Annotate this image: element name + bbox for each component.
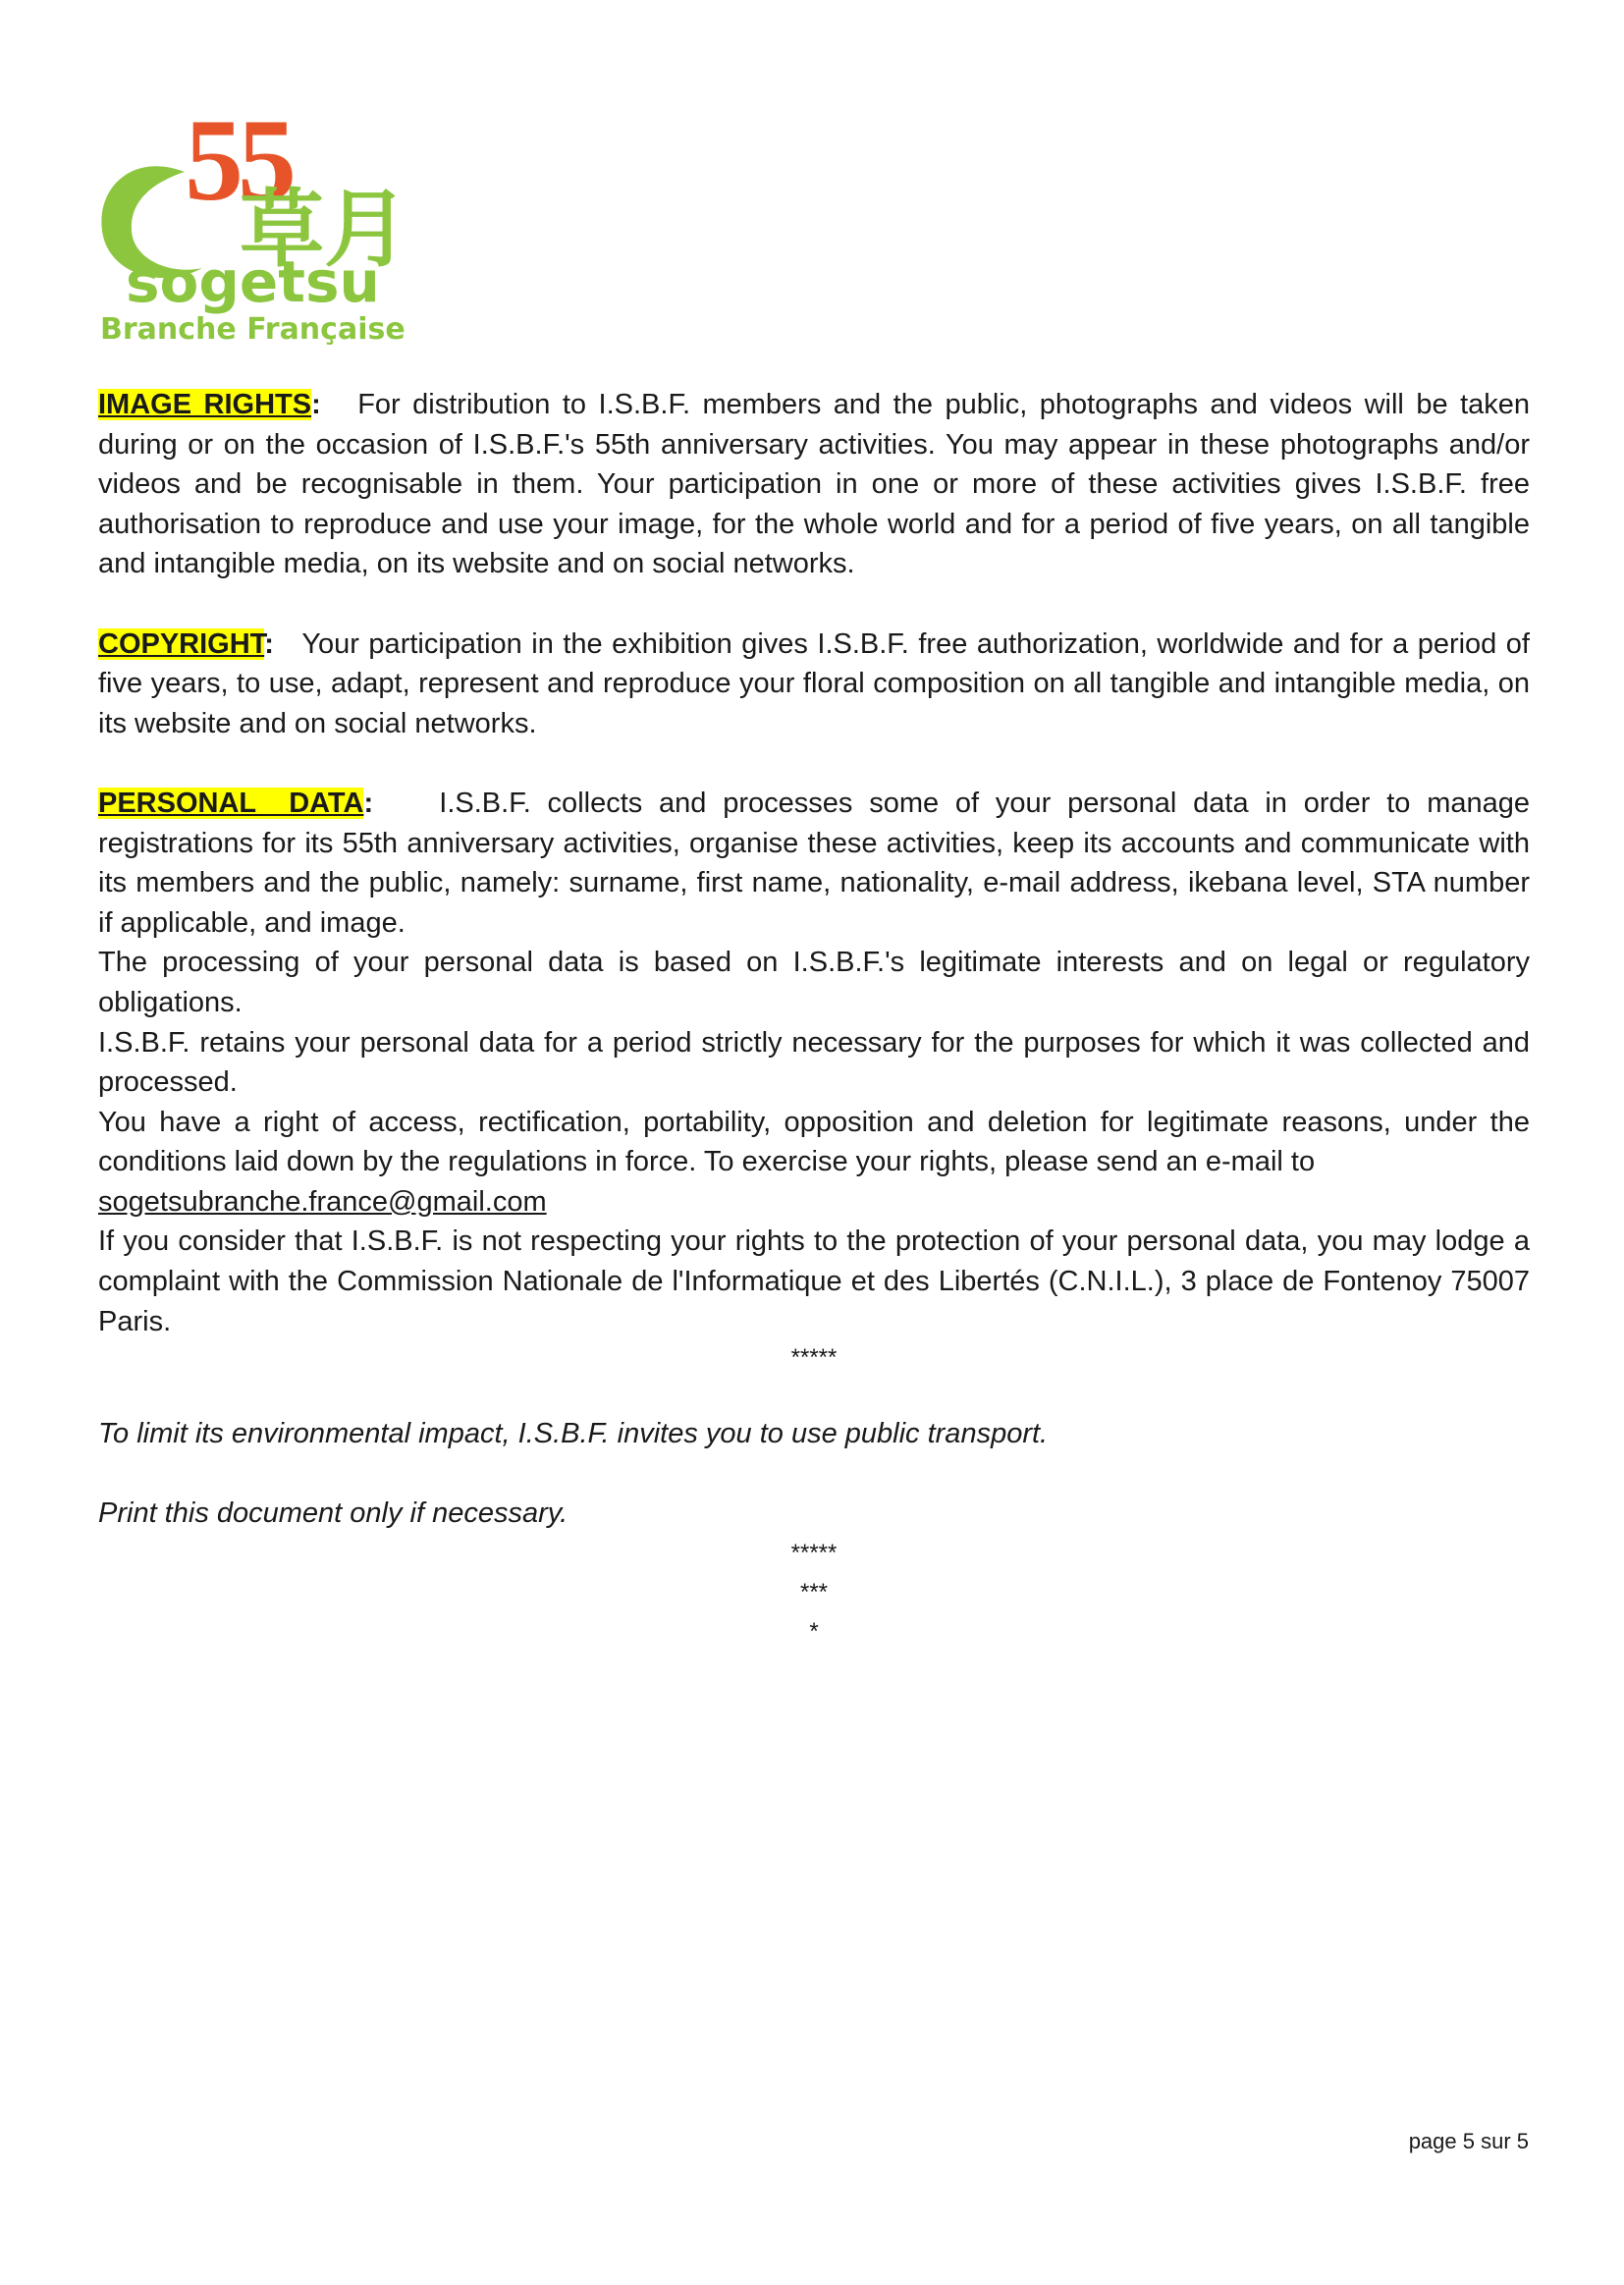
separator-stars-4: * [809,1618,819,1646]
document-body [98,385,1530,1652]
legal-basis-paragraph: The processing of your personal data is based on I.S.B.F.'s legitimate interests and on legal or regulatory obligations. [98,947,1530,1018]
page-number: page 5 sur 5 [1408,2129,1529,2153]
complaint-paragraph: If you consider that I.S.B.F. is not respecting your rights to the protection of your personal data, you may lodge a complaint with the Commission Nationale de l'Informatique et des Libertés (C.N.I.L.), 3 place de Fontenoy 75007 Paris. [98,1225,1530,1337]
logo-subtitle: Branche Française [100,312,406,347]
image-rights-paragraph: IMAGE RIGHTS: For distribution to I.S.B.F. members and the public, photographs and videos will be taken during or on the occasion of I.S.B.F.'s 55th anniversary activities. You may appear in these photographs and/or videos and be recognisable in them. Your participation in one or more of these activities gives I.S.B.F. free authorisation to reproduce and use your image, for the whole world and for a period of five years, on all tangible and intangible media, on its website and on social networks. [98,389,1531,580]
copyright-paragraph: COPYRIGHT: Your participation in the exhibition gives I.S.B.F. free authorization, worldwide and for a period of five years, to use, adapt, represent and reproduce your floral composition on all tangible and intangible media, on its website and on social networks. [98,627,1530,739]
logo-graphic [94,93,438,349]
contact-email-link[interactable]: sogetsubranche.france@gmail.com [98,1185,547,1218]
print-note: Print this document only if necessary. [98,1497,568,1530]
image-rights-text: For distribution to I.S.B.F. members and the public, photographs and videos will be taken during or on the occasion of I.S.B.F.'s 55th anniversary activities. You may appear in these photographs and/or videos and be recognisable in them. Your participation in one or more of these activities gives I.S.B.F. free authorisation to reproduce and use your image, for the whole world and for a period of five years, on all tangible and intangible media, on its website and on social networks. [98,389,1531,580]
logo-kanji: 草月 [240,181,408,279]
logo-number: 55 [185,94,291,225]
separator-stars-1: ***** [790,1344,838,1372]
sogetsu-logo [94,93,438,349]
separator-stars-3: *** [799,1579,829,1606]
separator-stars-2: ***** [790,1540,838,1567]
rights-paragraph: You have a right of access, rectification, portability, opposition and deletion for legitimate reasons, under the conditions laid down by the regulations in force. To exercise your rights, please send an e-mail to [98,1106,1530,1178]
retention-paragraph: I.S.B.F. retains your personal data for a period strictly necessary for the purposes for which it was collected and processed. [98,1026,1530,1099]
image-rights-heading: IMAGE RIGHTS [98,389,312,420]
personal-data-text: I.S.B.F. collects and processes some of your personal data in order to manage registrations for its 55th anniversary activities, organise these activities, keep its accounts and communicate with its members and the public, namely: surname, first name, nationality, e-mail address, ikebana level, STA number if applicable, and image. [98,787,1530,939]
copyright-heading: COPYRIGHT [98,627,265,660]
transport-note: To limit its environmental impact, I.S.B.F. invites you to use public transport. [98,1418,1049,1450]
personal-data-paragraph: PERSONAL DATA: I.S.B.F. collects and processes some of your personal data in order to manage registrations for its 55th anniversary activities, organise these activities, keep its accounts and communicate with its members and the public, namely: surname, first name, nationality, e-mail address, ikebana level, STA number if applicable, and image. [98,787,1530,939]
copyright-text: Your participation in the exhibition gives I.S.B.F. free authorization, worldwide and for a period of five years, to use, adapt, represent and reproduce your floral composition on all tangible and intangible media, on its website and on social networks. [98,627,1530,739]
logo-name: sogetsu [126,248,380,315]
personal-data-heading: PERSONAL DATA [98,787,364,819]
